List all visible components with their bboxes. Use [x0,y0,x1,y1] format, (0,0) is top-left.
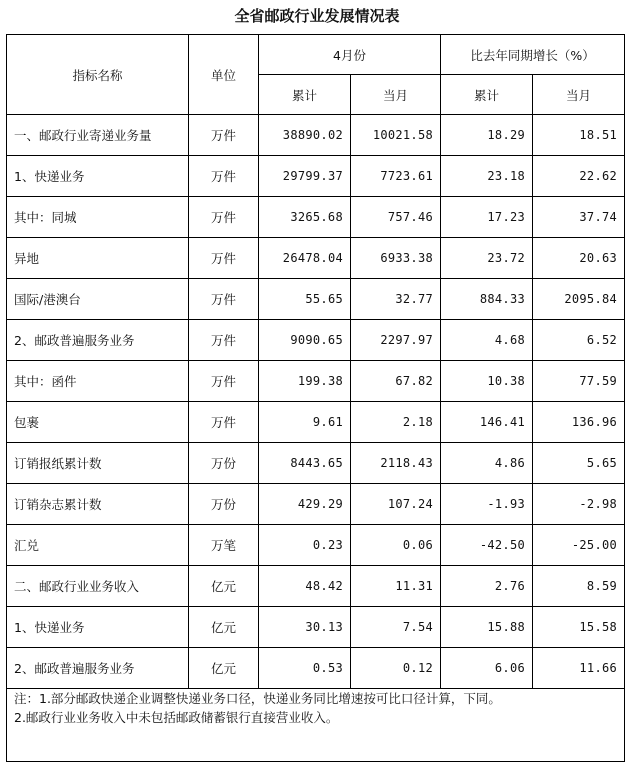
row-name-cell: 异地 [7,238,189,279]
table-title: 全省邮政行业发展情况表 [234,7,400,25]
row-month-cumulative-cell: 8443.65 [259,443,351,484]
row-growth-cumulative-cell: 4.68 [441,320,533,361]
notes-row [7,689,625,762]
header-row-top [7,35,625,75]
row-growth-cumulative-cell: 884.33 [441,279,533,320]
row-name-cell: 二、邮政行业业务收入 [7,566,189,607]
row-growth-current-cell: 77.59 [533,361,625,402]
row-month-current-cell: 2118.43 [351,443,441,484]
row-name-cell: 1、快递业务 [7,607,189,648]
header-month-current: 当月 [351,75,441,115]
row-unit-cell: 万件 [189,320,259,361]
table-row [7,115,625,156]
table-row [7,197,625,238]
row-unit-cell: 万件 [189,197,259,238]
row-name-cell: 一、邮政行业寄递业务量 [7,115,189,156]
row-name-cell: 其中：函件 [7,361,189,402]
header-month-cumulative: 累计 [259,75,351,115]
row-growth-current-cell: 37.74 [533,197,625,238]
row-month-current-cell: 757.46 [351,197,441,238]
row-growth-current-cell: 22.62 [533,156,625,197]
note-2: 2.邮政行业业务收入中未包括邮政储蓄银行直接营业收入。 [14,710,339,725]
table-row [7,607,625,648]
table-body [7,115,625,689]
row-month-current-cell: 0.06 [351,525,441,566]
row-month-cumulative-cell: 3265.68 [259,197,351,238]
row-growth-cumulative-cell: 23.18 [441,156,533,197]
row-month-cumulative-cell: 29799.37 [259,156,351,197]
row-growth-cumulative-cell: 6.06 [441,648,533,689]
row-month-current-cell: 107.24 [351,484,441,525]
row-unit-cell: 亿元 [189,607,259,648]
row-month-current-cell: 11.31 [351,566,441,607]
row-month-current-cell: 2.18 [351,402,441,443]
row-growth-cumulative-cell: 15.88 [441,607,533,648]
row-month-cumulative-cell: 429.29 [259,484,351,525]
header-indicator-name: 指标名称 [7,35,189,115]
row-growth-current-cell: 8.59 [533,566,625,607]
row-growth-cumulative-cell: 4.86 [441,443,533,484]
row-month-cumulative-cell: 9090.65 [259,320,351,361]
row-unit-cell: 万份 [189,443,259,484]
row-growth-cumulative-cell: 2.76 [441,566,533,607]
row-growth-current-cell: 5.65 [533,443,625,484]
row-growth-cumulative-cell: 10.38 [441,361,533,402]
row-month-cumulative-cell: 30.13 [259,607,351,648]
row-growth-current-cell: 20.63 [533,238,625,279]
row-name-cell: 订销报纸累计数 [7,443,189,484]
row-month-cumulative-cell: 55.65 [259,279,351,320]
table-row [7,566,625,607]
row-month-current-cell: 0.12 [351,648,441,689]
row-growth-current-cell: -25.00 [533,525,625,566]
row-name-cell: 2、邮政普遍服务业务 [7,648,189,689]
header-unit: 单位 [189,35,259,115]
table-row [7,648,625,689]
row-month-cumulative-cell: 9.61 [259,402,351,443]
row-unit-cell: 万笔 [189,525,259,566]
row-name-cell: 国际/港澳台 [7,279,189,320]
row-month-current-cell: 7723.61 [351,156,441,197]
row-month-cumulative-cell: 48.42 [259,566,351,607]
table-row [7,156,625,197]
row-month-current-cell: 2297.97 [351,320,441,361]
row-growth-cumulative-cell: -42.50 [441,525,533,566]
row-growth-current-cell: 6.52 [533,320,625,361]
row-month-cumulative-cell: 0.53 [259,648,351,689]
row-month-current-cell: 7.54 [351,607,441,648]
table-row [7,320,625,361]
row-unit-cell: 万件 [189,402,259,443]
row-unit-cell: 万件 [189,361,259,402]
row-growth-current-cell: 136.96 [533,402,625,443]
row-unit-cell: 亿元 [189,648,259,689]
header-month: 4月份 [259,35,441,75]
row-growth-current-cell: -2.98 [533,484,625,525]
notes-cell [7,689,625,762]
row-month-current-cell: 6933.38 [351,238,441,279]
row-growth-cumulative-cell: 23.72 [441,238,533,279]
row-growth-cumulative-cell: 18.29 [441,115,533,156]
row-month-cumulative-cell: 26478.04 [259,238,351,279]
table-row [7,279,625,320]
row-unit-cell: 万件 [189,279,259,320]
table-row [7,484,625,525]
table-row [7,443,625,484]
row-growth-current-cell: 15.58 [533,607,625,648]
row-month-cumulative-cell: 199.38 [259,361,351,402]
row-growth-cumulative-cell: 17.23 [441,197,533,238]
row-name-cell: 订销杂志累计数 [7,484,189,525]
row-unit-cell: 万件 [189,115,259,156]
note-1: 注：1.部分邮政快递企业调整快递业务口径，快递业务同比增速按可比口径计算，下同。 [14,691,501,706]
row-month-cumulative-cell: 38890.02 [259,115,351,156]
row-month-current-cell: 67.82 [351,361,441,402]
row-growth-cumulative-cell: -1.93 [441,484,533,525]
header-growth-current: 当月 [533,75,625,115]
row-month-current-cell: 32.77 [351,279,441,320]
row-unit-cell: 亿元 [189,566,259,607]
row-name-cell: 其中：同城 [7,197,189,238]
header-growth-cumulative: 累计 [441,75,533,115]
row-unit-cell: 万件 [189,238,259,279]
statistics-table [6,34,625,762]
row-growth-cumulative-cell: 146.41 [441,402,533,443]
table-row [7,238,625,279]
row-unit-cell: 万件 [189,156,259,197]
header-yoy-growth: 比去年同期增长（%） [441,35,625,75]
row-growth-current-cell: 11.66 [533,648,625,689]
row-month-cumulative-cell: 0.23 [259,525,351,566]
row-growth-current-cell: 2095.84 [533,279,625,320]
row-unit-cell: 万份 [189,484,259,525]
row-name-cell: 汇兑 [7,525,189,566]
row-name-cell: 包裹 [7,402,189,443]
table-row [7,402,625,443]
row-name-cell: 2、邮政普遍服务业务 [7,320,189,361]
table-row [7,525,625,566]
row-growth-current-cell: 18.51 [533,115,625,156]
row-name-cell: 1、快递业务 [7,156,189,197]
row-month-current-cell: 10021.58 [351,115,441,156]
table-row [7,361,625,402]
